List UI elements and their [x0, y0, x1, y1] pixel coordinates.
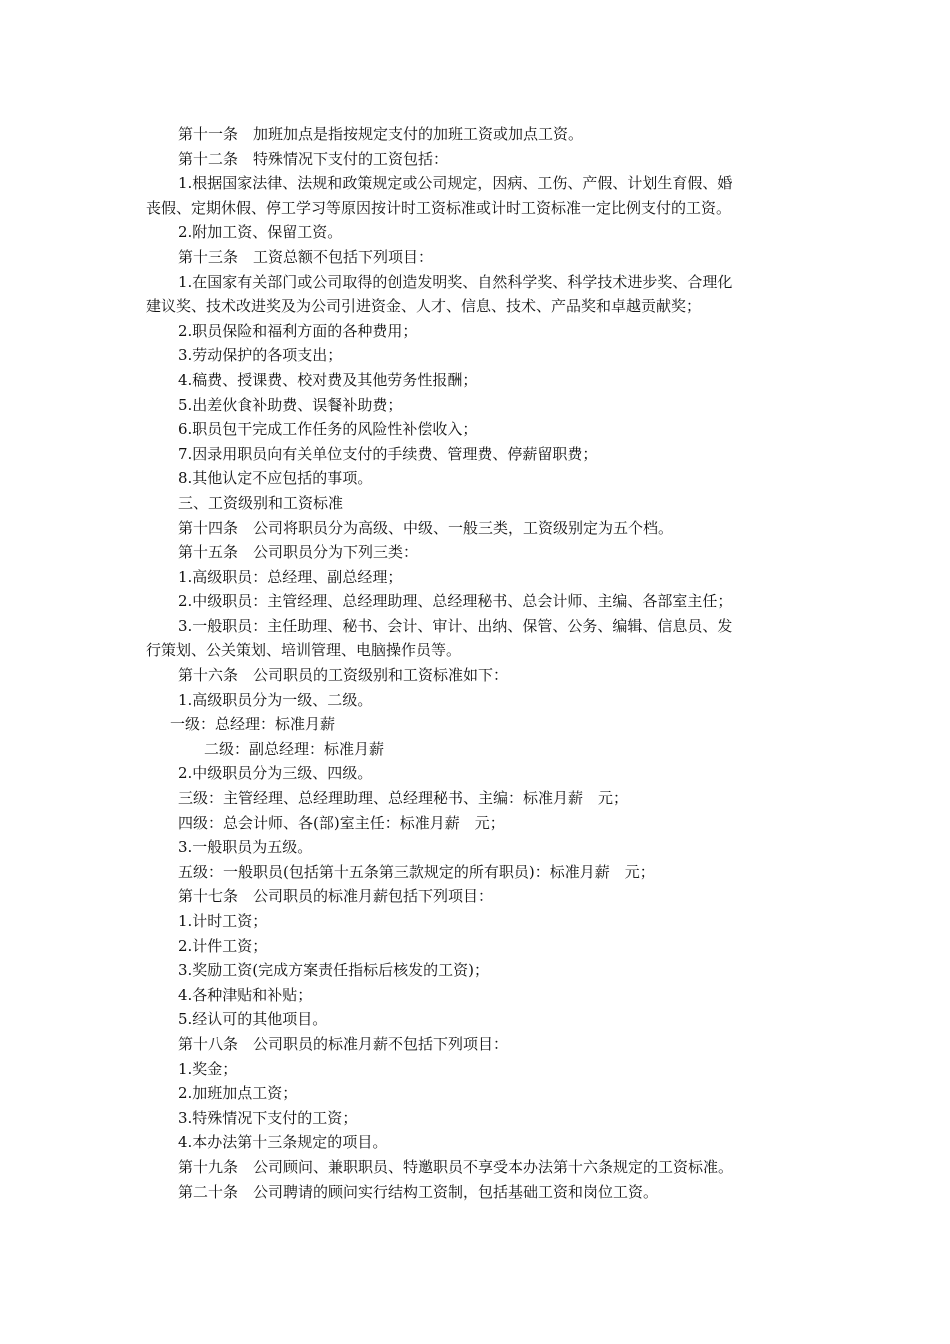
text-line: 1.计时工资； [178, 912, 268, 930]
text-line: 1.高级职员分为一级、二级。 [178, 690, 373, 709]
text-line: 四级：总会计师、各(部)室主任：标准月薪 元； [178, 813, 505, 832]
text-line: 2.中级职员分为三级、四级。 [178, 764, 373, 783]
text-line: 第十二条 特殊情况下支付的工资包括： [178, 149, 449, 168]
text-line: 7.因录用职员向有关单位支付的手续费、管理费、停薪留职费； [178, 444, 598, 463]
text-line: 1.在国家有关部门或公司取得的创造发明奖、自然科学奖、科学技术进步奖、合理化 [178, 272, 733, 291]
text-line: 3.劳动保护的各项支出； [178, 346, 343, 365]
text-line: 建议奖、技术改进奖及为公司引进资金、人才、信息、技术、产品奖和卓越贡献奖； [146, 297, 702, 316]
text-line: 行策划、公关策划、培训管理、电脑操作员等。 [146, 641, 462, 660]
text-line: 4.各种津贴和补贴； [178, 985, 313, 1004]
text-line: 第十三条 工资总额不包括下列项目： [178, 247, 434, 266]
text-line: 1.奖金； [178, 1059, 238, 1078]
text-line: 2.附加工资、保留工资。 [178, 223, 343, 242]
text-line: 二级：副总经理：标准月薪 [204, 739, 385, 758]
text-line: 2.计件工资； [178, 936, 268, 955]
text-line: 五级：一般职员(包括第十五条第三款规定的所有职员)：标准月薪 元； [178, 862, 655, 881]
text-line: 第二十条 公司聘请的顾问实行结构工资制，包括基础工资和岗位工资。 [178, 1182, 659, 1201]
text-line: 5.出差伙食补助费、误餐补助费； [178, 395, 403, 414]
text-line: 2.职员保险和福利方面的各种费用； [178, 321, 418, 340]
text-line: 6.职员包干完成工作任务的风险性补偿收入； [178, 420, 478, 439]
text-line: 第十四条 公司将职员分为高级、中级、一般三类，工资级别定为五个档。 [178, 518, 674, 537]
text-line: 1.高级职员：总经理、副总经理； [178, 567, 403, 586]
text-line: 8.其他认定不应包括的事项。 [178, 469, 373, 488]
text-line: 4.稿费、授课费、校对费及其他劳务性报酬； [178, 370, 478, 389]
text-line: 2.中级职员：主管经理、总经理助理、总经理秘书、总会计师、主编、各部室主任； [178, 592, 733, 611]
text-line: 3.奖励工资(完成方案责任指标后核发的工资)； [178, 961, 490, 980]
text-line: 2.加班加点工资； [178, 1084, 298, 1103]
text-line: 第十六条 公司职员的工资级别和工资标准如下： [178, 666, 509, 685]
text-line: 三级：主管经理、总经理助理、总经理秘书、主编：标准月薪 元； [178, 789, 629, 808]
text-line: 3.一般职员为五级。 [178, 838, 313, 857]
text-line: 3.特殊情况下支付的工资； [178, 1108, 358, 1127]
text-line: 三、工资级别和工资标准 [178, 493, 344, 512]
text-line: 1.根据国家法律、法规和政策规定或公司规定，因病、工伤、产假、计划生育假、婚 [178, 174, 733, 193]
text-line: 第十九条 公司顾问、兼职职员、特邀职员不享受本办法第十六条规定的工资标准。 [178, 1157, 734, 1176]
text-line: 丧假、定期休假、停工学习等原因按计时工资标准或计时工资标准一定比例支付的工资。 [146, 198, 732, 217]
text-line: 4.本办法第十三条规定的项目。 [178, 1133, 388, 1152]
text-line: 3.一般职员：主任助理、秘书、会计、审计、出纳、保管、公务、编辑、信息员、发 [178, 616, 733, 635]
text-line: 第十八条 公司职员的标准月薪不包括下列项目： [178, 1034, 509, 1053]
text-line: 5.经认可的其他项目。 [178, 1010, 328, 1029]
text-line: 第十五条 公司职员分为下列三类： [178, 543, 419, 562]
text-line: 第十一条 加班加点是指按规定支付的加班工资或加点工资。 [178, 125, 584, 143]
text-line: 第十七条 公司职员的标准月薪包括下列项目： [178, 887, 494, 906]
text-line: 一级：总经理：标准月薪 [170, 715, 336, 734]
document-body [146, 122, 806, 1204]
